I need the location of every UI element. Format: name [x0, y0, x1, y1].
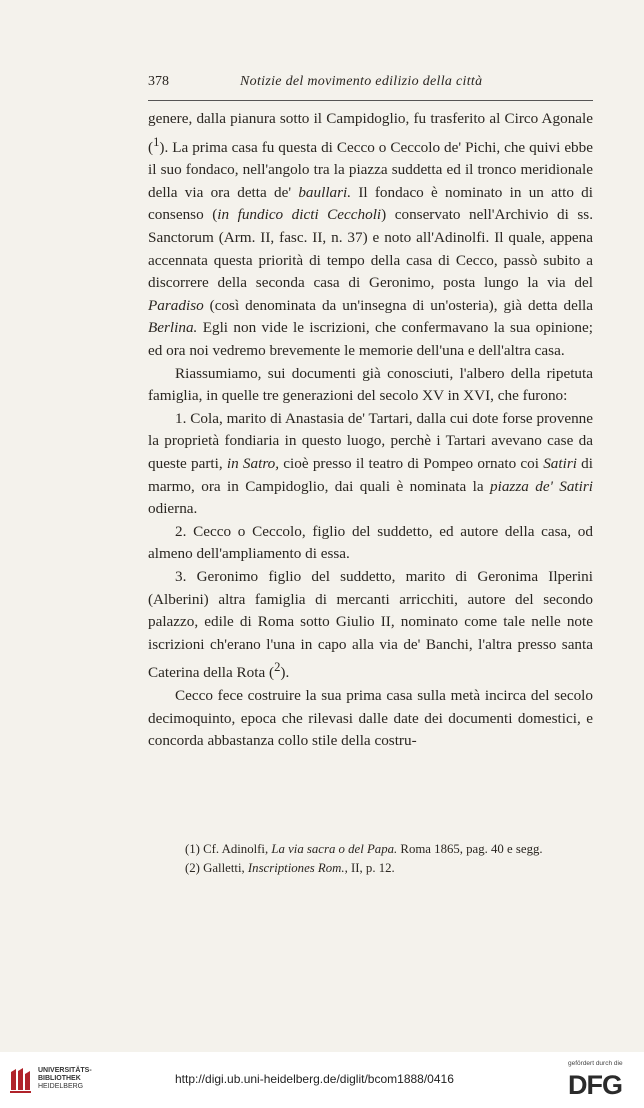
permalink-url[interactable]: http://digi.ub.uni-heidelberg.de/diglit/bcom1888/0416 [175, 1072, 454, 1086]
funding-text: gefördert durch die [568, 1060, 623, 1067]
library-name: UNIVERSITÄTS- BIBLIOTHEK HEIDELBERG [38, 1067, 92, 1090]
footnote: (1) Cf. Adinolfi, La via sacra o del Papa. Roma 1865, pag. 40 e segg. [185, 842, 543, 856]
dfg-logo: DFG [568, 1070, 622, 1100]
dfg-funding-badge [566, 1060, 638, 1104]
university-library-logo-icon [8, 1066, 34, 1094]
main-text [148, 108, 593, 753]
paragraph: genere, dalla pianura sotto il Campidoglio, fu trasferito al Circo Agonale ($^1$). La prima casa fu questa di Cecco o Ceccolo de' Pichi, che quivi ebbe il suo fondaco, nell'angolo tra la piazza suddetta ed il tronco meridionale della via ora detta de' baullari. Il fondaco è nominato in un atto di consenso (in fundico dicti Ceccholi) conservato nell'Archivio di ss. Sanctorum (Arm. II, fasc. II, n. 37) e noto all'Adinolfi. Il quale, appena accennata questa priorità di tempo della casa di Cecco, passò subito a discorrere della seconda casa di Geronimo, posta lungo la via del Paradiso (così denominata da un'insegna di un'osteria), già detta della Berlina. Egli non vide le iscrizioni, che confermavano la sua opinione; ed ora noi vedremo brevemente le memorie dell'una e dell'altra casa. [148, 110, 593, 359]
viewer-footer [0, 1052, 644, 1108]
list-item: 2. Cecco o Ceccolo, figlio del suddetto, ed autore della casa, od almeno dell'ampliamento di essa. [148, 522, 593, 563]
list-item: 1. Cola, marito di Anastasia de' Tartari, dalla cui dote forse provenne la proprietà fondiaria in questo luogo, perchè i Tartari avevano case da queste parti, in Satro, cioè presso il teatro di Pompeo ornato coi Satiri di marmo, ora in Campidoglio, dai quali è nominata la piazza de' Satiri odierna. [148, 409, 593, 518]
list-item: 3. Geronimo figlio del suddetto, marito di Geronima Ilperini (Alberini) altra famiglia di mercanti arricchiti, autore del secondo palazzo, edile di Roma sotto Giulio II, nominato come tale nelle note iscrizioni ch'erano l'una in capo alla via de' Banchi, l'altra presso santa Caterina della Rota ($^2$). [148, 567, 593, 682]
paragraph: Riassumiamo, sui documenti già conosciuti, l'albero della ripetuta famiglia, in quelle tre generazioni del secolo XV in XVI, che furono: [148, 364, 593, 405]
paragraph: Cecco fece costruire la sua prima casa sulla metà incirca del secolo decimoquinto, epoca che rilevasi dalle date dei documenti domestici, e concorda abbastanza collo stile della costru- [148, 686, 593, 750]
footnote: (2) Galletti, Inscriptiones Rom., II, p. 12. [185, 861, 395, 875]
footnotes [185, 840, 595, 878]
page-number: 378 [148, 74, 169, 89]
running-title: Notizie del movimento edilizio della città [240, 74, 483, 89]
header-rule [148, 100, 593, 101]
page-header [148, 72, 593, 94]
footnote-ref: 2 [274, 660, 281, 675]
footnote-ref: 1 [153, 134, 160, 149]
